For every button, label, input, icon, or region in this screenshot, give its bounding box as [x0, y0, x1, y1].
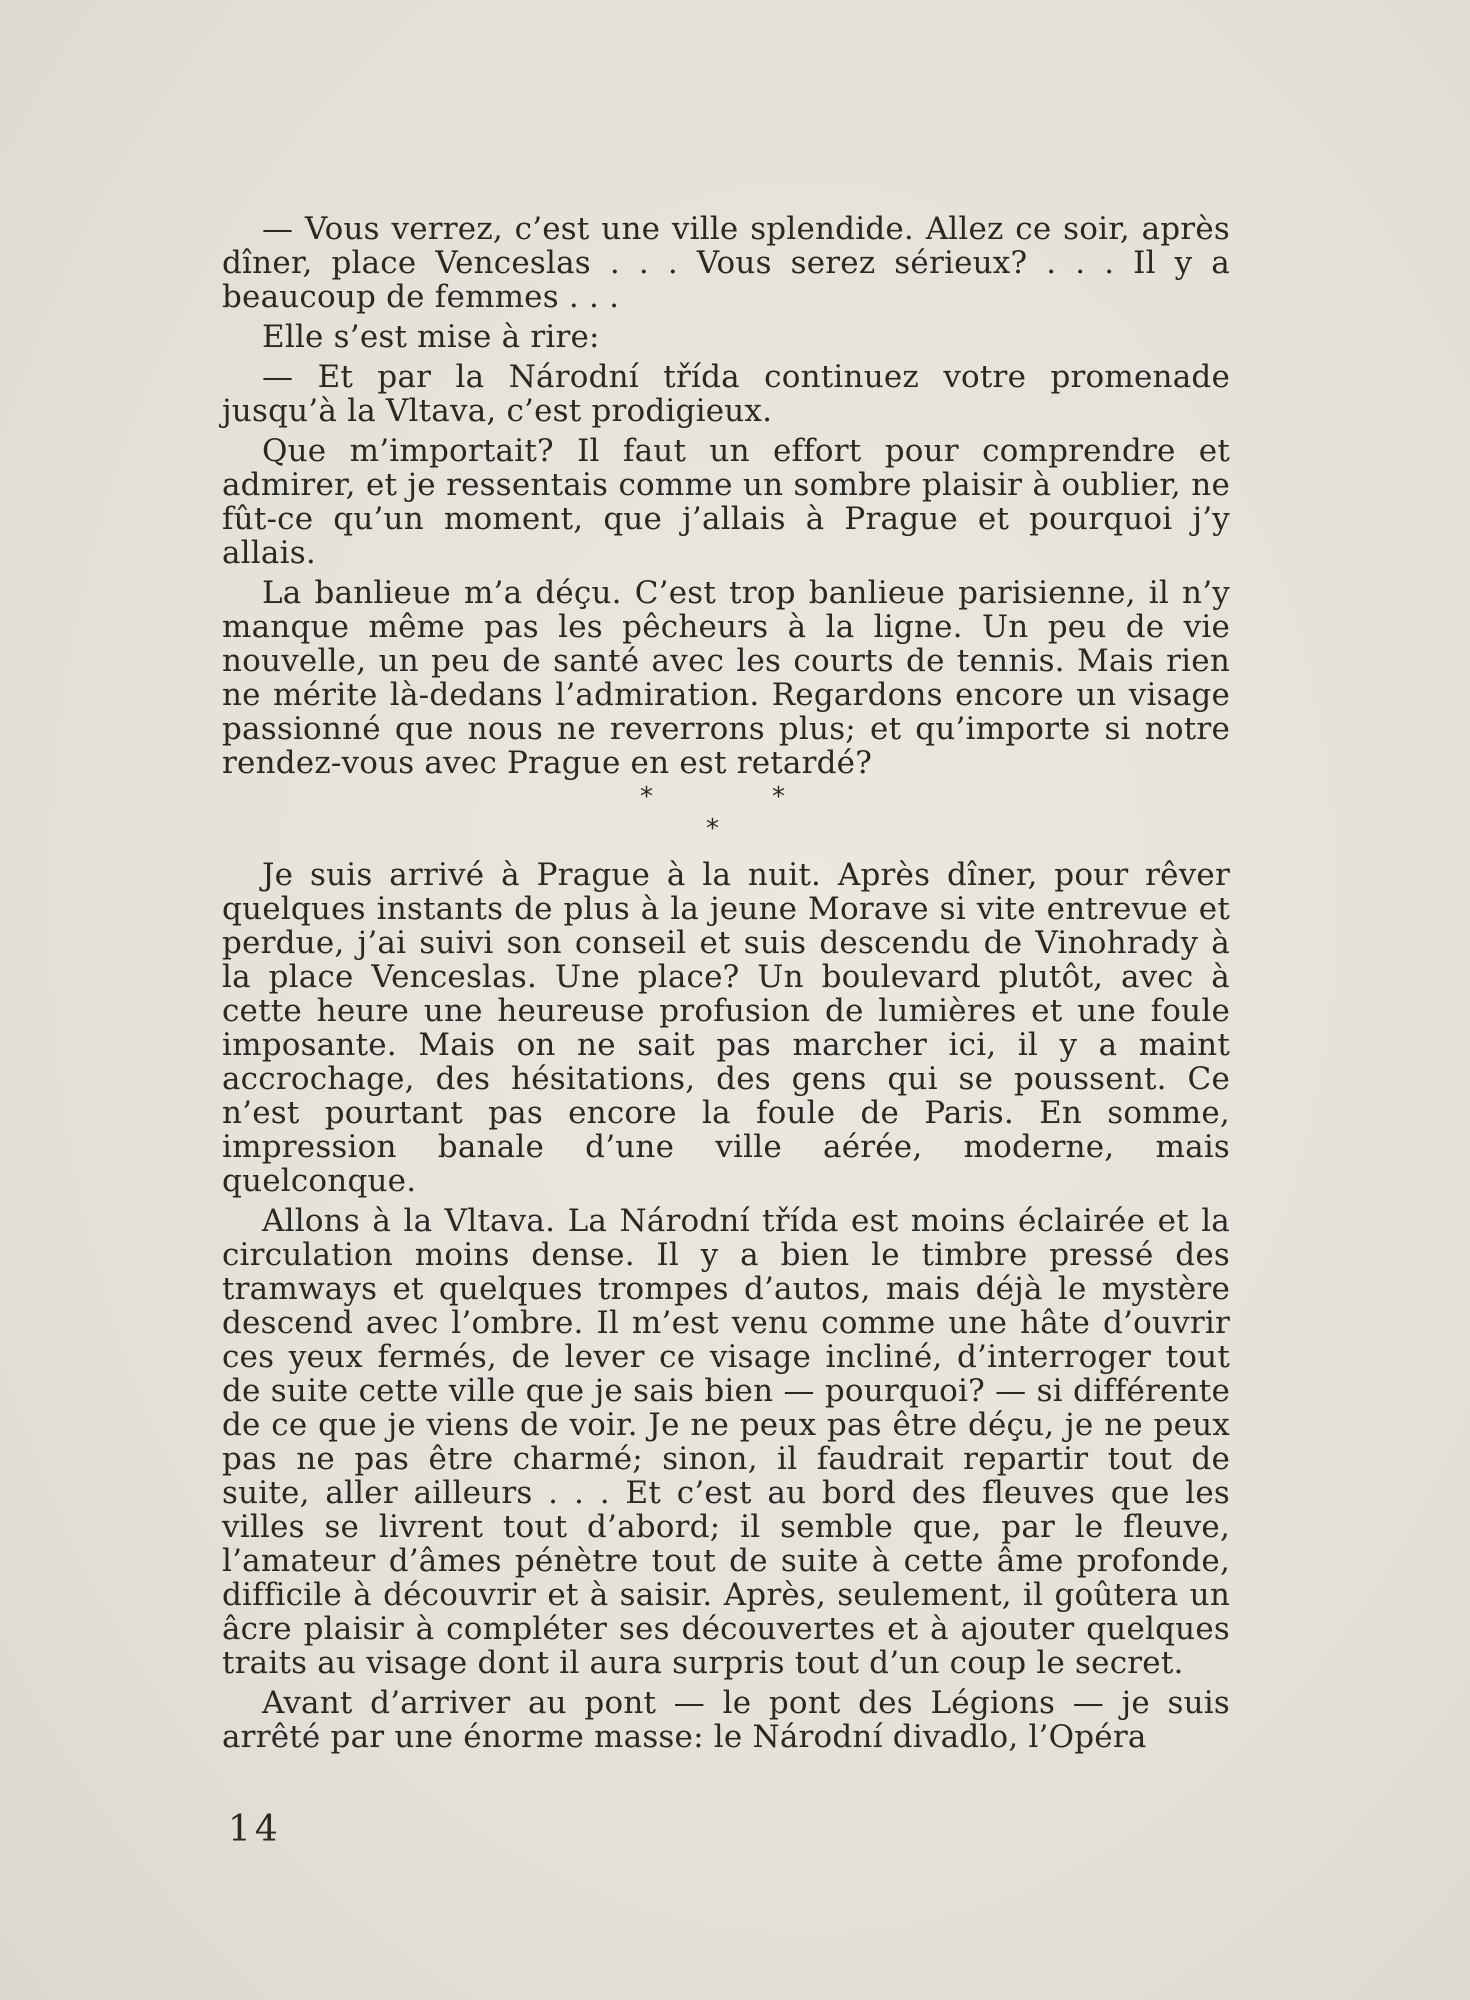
text-section-1: [222, 212, 1230, 786]
paragraph: Que m’importait? Il faut un effort pour comprendre et admirer, et je ressentais comme un sombre plaisir à oublier, ne fût-ce qu’un moment, que j’allais à Prague et pourquoi j’y allais.: [222, 433, 1230, 571]
asterisk-ornament: *: [772, 782, 785, 812]
paragraph: Elle s’est mise à rire:: [262, 319, 600, 355]
asterisk-ornament: *: [640, 782, 653, 812]
paragraph: — Et par la Národní třída continuez votre promenade jusqu’à la Vltava, c’est prodigieux.: [222, 359, 1230, 429]
page-number: 14: [228, 1809, 282, 1850]
text-section-2: [222, 858, 1230, 1760]
paragraph: Allons à la Vltava. La Národní třída est moins éclairée et la circulation moins dense. Il y a bien le timbre pressé des tramways et quelques trompes d’autos, mais déjà le mystère descend avec l’ombre. Il m’est venu comme une hâte d’ouvrir ces yeux fermés, de lever ce visage incliné, d’interroger tout de suite cette ville que je sais bien — pourquoi? — si différente de ce que je viens de voir. Je ne peux pas être déçu, je ne peux pas ne pas être charmé; sinon, il faudrait repartir tout de suite, aller ailleurs . . . Et c’est au bord des fleuves que les villes se livrent tout d’abord; il semble que, par le fleuve, l’amateur d’âmes pénètre tout de suite à cette âme profonde, difficile à découvrir et à saisir. Après, seulement, il goûtera un âcre plaisir à compléter ses découvertes et à ajouter quelques traits au visage dont il aura surpris tout d’un coup le secret.: [222, 1203, 1230, 1681]
paragraph: Je suis arrivé à Prague à la nuit. Après dîner, pour rêver quelques instants de plus à la jeune Morave si vite entrevue et perdue, j’ai suivi son conseil et suis descendu de Vinohrady à la place Venceslas. Une place? Un boulevard plutôt, avec à cette heure une heureuse profusion de lumières et une foule imposante. Mais on ne sait pas marcher ici, il y a maint accrochage, des hésitations, des gens qui se poussent. Ce n’est pourtant pas encore la foule de Paris. En somme, impression banale d’une ville aérée, moderne, mais quelconque.: [222, 857, 1230, 1199]
paragraph: La banlieue m’a déçu. C’est trop banlieue parisienne, il n’y manque même pas les pêcheurs à la ligne. Un peu de vie nouvelle, un peu de santé avec les courts de tennis. Mais rien ne mérite là-dedans l’admiration. Regardons encore un visage passionné que nous ne reverrons plus; et qu’importe si notre rendez-vous avec Prague en est retardé?: [222, 575, 1230, 781]
paragraph: Avant d’arriver au pont — le pont des Légions — je suis arrêté par une énorme masse: le Národní divadlo, l’Opéra: [222, 1685, 1230, 1755]
paragraph: — Vous verrez, c’est une ville splendide. Allez ce soir, après dîner, place Venceslas . . . Vous serez sérieux? . . . Il y a beaucoup de femmes . . .: [222, 211, 1230, 315]
asterisk-ornament: *: [706, 814, 719, 844]
section-separator: [0, 782, 1470, 842]
